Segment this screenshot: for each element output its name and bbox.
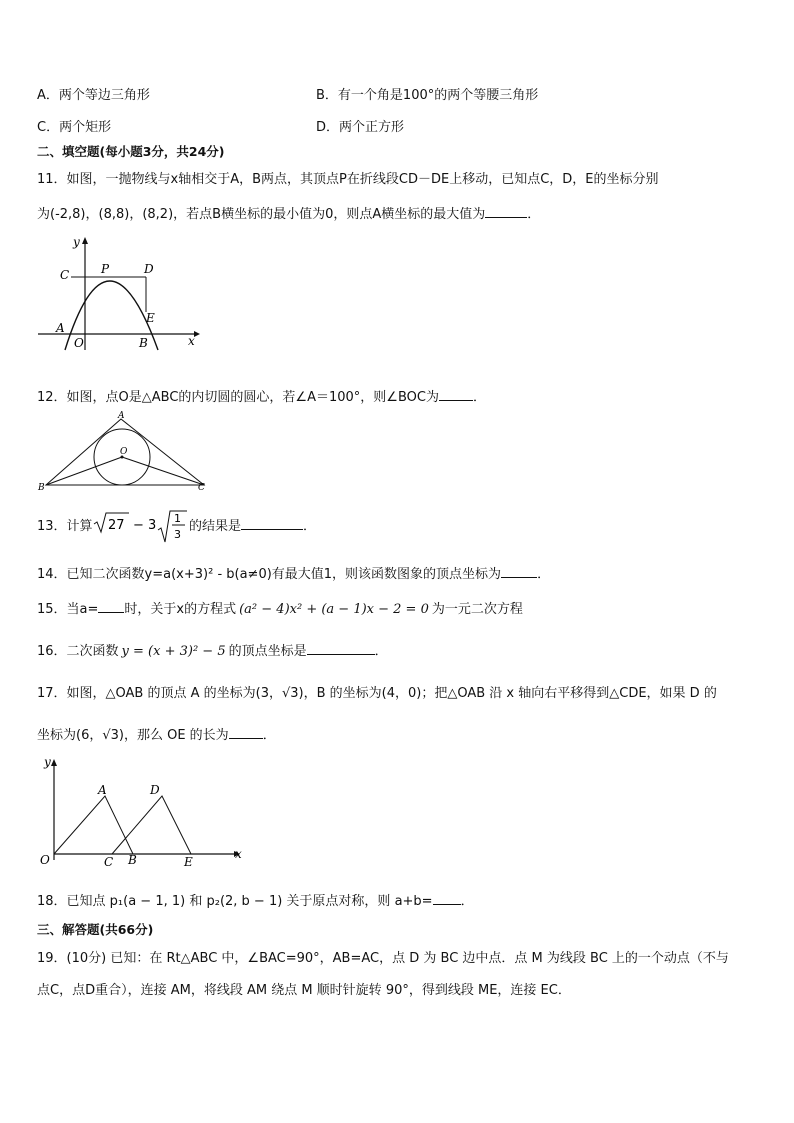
- option-a: A．两个等边三角形: [37, 88, 150, 103]
- label-D: D: [150, 783, 160, 797]
- end-period: ．: [537, 567, 551, 582]
- q11-line2-text: 为(-2,8)，(8,8)，(8,2)，若点B横坐标的最小值为0，则点A横坐标的最大值为: [37, 207, 486, 222]
- q12-text-body: 12．如图，点O是△ABC的内切圆的圆心，若∠A＝100°，则∠BOC为: [37, 390, 439, 405]
- q11-parabola-figure: [36, 232, 206, 352]
- answer-blank: [241, 517, 303, 530]
- q15-equation: (a² − 4)x² + (a − 1)x − 2 = 0: [239, 602, 429, 617]
- q17-line1: 17．如图，△OAB 的顶点 A 的坐标为(3，√3)，B 的坐标为(4，0)；把△OAB 沿 x 轴向右平移得到△CDE，如果 D 的: [37, 686, 717, 701]
- end-period: ．: [374, 644, 388, 659]
- q18-text-body: 18．已知点 p₁(a − 1, 1) 和 p₂(2, b − 1) 关于原点对称，则 a+b=: [37, 894, 433, 909]
- expr-27: 27: [108, 518, 125, 533]
- q12-incircle-figure: [36, 410, 216, 492]
- label-C: C: [60, 268, 70, 282]
- expr-minus-3: − 3: [133, 518, 157, 533]
- end-period: ．: [262, 728, 276, 743]
- label-A: A: [56, 321, 65, 335]
- q15-middle: 时，关于x的方程式: [124, 602, 237, 617]
- q19-line1: 19．(10分) 已知：在 Rt△ABC 中，∠BAC=90°，AB=AC，点 D 为 BC 边中点．点 M 为线段 BC 上的一个动点（不与: [37, 951, 729, 966]
- q14-text-body: 14．已知二次函数y=a(x+3)² - b(a≠0)有最大值1，则该函数图象的顶点坐标为: [37, 567, 502, 582]
- q14-text: [37, 563, 550, 582]
- answer-blank: [485, 205, 527, 218]
- label-B: B: [139, 336, 148, 350]
- section-heading-solutions: 三、解答题(共66分): [37, 922, 154, 937]
- expr-numerator: 1: [174, 512, 181, 525]
- label-C: C: [104, 855, 114, 869]
- section-heading-fill-in: 二、填空题(每小题3分，共24分): [37, 144, 225, 159]
- q18-text: [37, 890, 474, 909]
- answer-blank: [433, 892, 461, 905]
- option-b: B．有一个角是100°的两个等腰三角形: [316, 88, 539, 103]
- label-B: B: [128, 853, 137, 867]
- end-period: ．: [472, 390, 486, 405]
- q16-equation: y = (x + 3)² − 5: [121, 644, 226, 659]
- axis-label-x: x: [188, 334, 195, 348]
- end-period: ．: [527, 207, 541, 222]
- option-d: D．两个正方形: [316, 120, 405, 135]
- label-O: O: [74, 336, 84, 350]
- end-period: ．: [460, 894, 474, 909]
- label-O: O: [40, 853, 50, 867]
- q17-translation-figure: [36, 752, 251, 870]
- q15-prefix: 15．当a=: [37, 602, 99, 617]
- answer-blank: [98, 600, 124, 613]
- q15-text: [37, 598, 523, 617]
- answer-blank: [501, 565, 537, 578]
- q15-suffix: 为一元二次方程: [431, 602, 523, 617]
- label-B: B: [38, 483, 45, 492]
- q11-line1: 11．如图，一抛物线与x轴相交于A，B两点，其顶点P在折线段CD－DE上移动，已知点C，D，E的坐标分别: [37, 172, 659, 187]
- label-E: E: [184, 855, 193, 869]
- expr-denominator: 3: [174, 528, 181, 541]
- q16-prefix: 16．二次函数: [37, 644, 119, 659]
- end-period: ．: [303, 519, 317, 534]
- label-A: A: [118, 411, 125, 421]
- label-P: P: [101, 262, 110, 276]
- q13-suffix: 的结果是: [189, 519, 242, 534]
- label-C: C: [198, 483, 205, 492]
- q16-text: [37, 640, 388, 659]
- q17-line2: [37, 724, 276, 743]
- q19-line2: 点C，点D重合），连接 AM，将线段 AM 绕点 M 顺时针旋转 90°，得到线段 ME，连接 EC．: [37, 983, 571, 998]
- q13-prefix: 13．计算: [37, 519, 93, 534]
- q16-suffix: 的顶点坐标是: [228, 644, 307, 659]
- label-O: O: [120, 447, 128, 457]
- axis-label-y: y: [44, 755, 51, 769]
- label-A: A: [98, 783, 107, 797]
- axis-label-y: y: [73, 235, 80, 249]
- q11-line2: [37, 203, 540, 222]
- q12-text: [37, 386, 486, 405]
- answer-blank: [439, 388, 473, 401]
- q17-line2-text: 坐标为(6，√3)，那么 OE 的长为: [37, 728, 229, 743]
- label-E: E: [146, 311, 155, 325]
- option-c: C．两个矩形: [37, 120, 112, 135]
- axis-label-x: x: [235, 847, 242, 861]
- answer-blank: [229, 726, 263, 739]
- answer-blank: [307, 642, 375, 655]
- label-D: D: [144, 262, 154, 276]
- q13-suffix-wrap: [189, 515, 316, 534]
